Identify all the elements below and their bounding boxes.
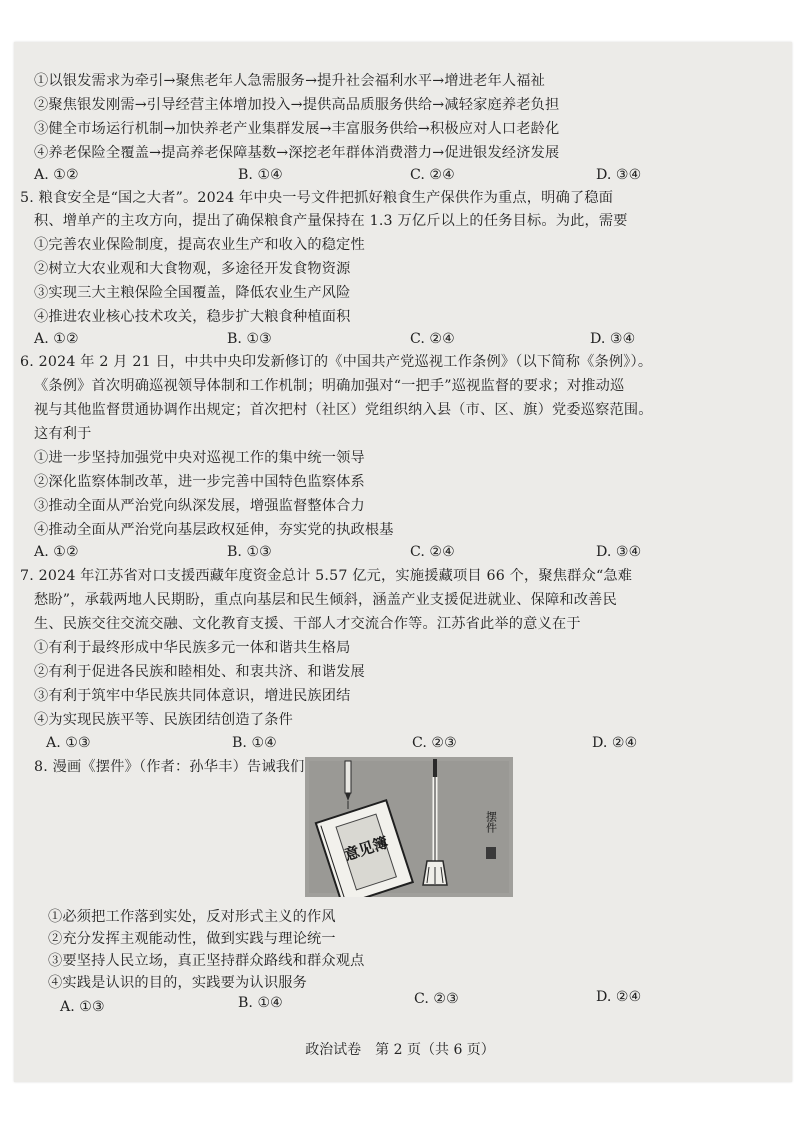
q4-choice-d: D. ③④ bbox=[596, 167, 642, 183]
q4-option-3: ③健全市场运行机制→加快养老产业集群发展→丰富服务供给→积极应对人口老龄化 bbox=[34, 121, 560, 137]
q5-option-3: ③实现三大主粮保险全国覆盖，降低农业生产风险 bbox=[34, 285, 351, 301]
q5-option-4: ④推进农业核心技术攻关，稳步扩大粮食种植面积 bbox=[34, 309, 351, 325]
q7-choice-c: C. ②③ bbox=[412, 735, 457, 751]
q5-stem-line-2: 积、增单产的主攻方向，提出了确保粮食产量保持在 1.3 万亿斤以上的任务目标。为此，需要 bbox=[34, 213, 628, 229]
q8-choice-d: D. ②④ bbox=[596, 989, 642, 1005]
q4-option-1: ①以银发需求为牵引→聚焦老年人急需服务→提升社会福利水平→增进老年人福祉 bbox=[34, 73, 546, 89]
artist-seal-icon bbox=[486, 847, 496, 859]
q5-option-2: ②树立大农业观和大食物观，多途径开发食物资源 bbox=[34, 261, 351, 277]
book-title-text: 意见簿 bbox=[342, 833, 391, 865]
q6-choice-c: C. ②④ bbox=[410, 544, 455, 560]
cartoon-image bbox=[305, 757, 513, 897]
q8-stem: 8. 漫画《摆件》（作者：孙华丰）告诫我们 bbox=[34, 759, 305, 775]
q5-choice-a: A. ①② bbox=[34, 331, 79, 347]
q4-choice-a: A. ①② bbox=[34, 167, 79, 183]
page-footer: 政治试卷 第 2 页（共 6 页） bbox=[305, 1042, 495, 1058]
cartoon-drawing bbox=[305, 757, 513, 897]
q4-option-2: ②聚焦银发刚需→引导经营主体增加投入→提供高品质服务供给→减轻家庭养老负担 bbox=[34, 97, 560, 113]
q5-choice-d: D. ③④ bbox=[590, 331, 636, 347]
q8-choice-b: B. ①④ bbox=[238, 995, 283, 1011]
q6-stem-line-2: 《条例》首次明确巡视领导体制和工作机制；明确加强对“一把手”巡视监督的要求；对推动巡 bbox=[34, 378, 625, 394]
q8-option-4: ④实践是认识的目的，实践要为认识服务 bbox=[48, 975, 307, 991]
q7-stem-line-3: 生、民族交往交流交融、文化教育支援、干部人才交流合作等。江苏省此举的意义在于 bbox=[34, 616, 581, 632]
q7-choice-d: D. ②④ bbox=[592, 735, 638, 751]
q6-stem-line-3: 视与其他监督贯通协调作出规定；首次把村（社区）党组织纳入县（市、区、旗）党委巡察范围。 bbox=[34, 402, 653, 418]
q6-choice-a: A. ①② bbox=[34, 544, 79, 560]
q5-choice-b: B. ①③ bbox=[227, 331, 272, 347]
q6-option-3: ③推动全面从严治党向纵深发展，增强监督整体合力 bbox=[34, 498, 365, 514]
q6-stem-line-4: 这有利于 bbox=[34, 426, 92, 442]
q7-option-2: ②有利于促进各民族和睦相处、和衷共济、和谐发展 bbox=[34, 664, 365, 680]
cartoon-caption: 摆件 bbox=[484, 811, 498, 833]
q7-stem-line-2: 愁盼”，承载两地人民期盼，重点向基层和民生倾斜，涵盖产业支援促进就业、保障和改善民 bbox=[34, 592, 617, 608]
q7-choice-a: A. ①③ bbox=[46, 735, 91, 751]
q6-choice-b: B. ①③ bbox=[227, 544, 272, 560]
q7-option-1: ①有利于最终形成中华民族多元一体和谐共生格局 bbox=[34, 640, 351, 656]
q8-option-1: ①必须把工作落到实处，反对形式主义的作风 bbox=[48, 909, 336, 925]
q6-option-1: ①进一步坚持加强党中央对巡视工作的集中统一领导 bbox=[34, 450, 365, 466]
q6-option-2: ②深化监察体制改革，进一步完善中国特色监察体系 bbox=[34, 474, 365, 490]
q4-choice-b: B. ①④ bbox=[238, 167, 283, 183]
q8-choice-c: C. ②③ bbox=[414, 991, 459, 1007]
q5-option-1: ①完善农业保险制度，提高农业生产和收入的稳定性 bbox=[34, 237, 365, 253]
q8-choice-a: A. ①③ bbox=[60, 999, 105, 1015]
q5-choice-c: C. ②④ bbox=[410, 331, 455, 347]
q8-option-3: ③要坚持人民立场，真正坚持群众路线和群众观点 bbox=[48, 953, 365, 969]
q7-option-3: ③有利于筑牢中华民族共同体意识，增进民族团结 bbox=[34, 688, 351, 704]
q8-option-2: ②充分发挥主观能动性，做到实践与理论统一 bbox=[48, 931, 336, 947]
q6-choice-d: D. ③④ bbox=[596, 544, 642, 560]
q7-option-4: ④为实现民族平等、民族团结创造了条件 bbox=[34, 712, 293, 728]
q7-stem-line-1: 7. 2024 年江苏省对口支援西藏年度资金总计 5.57 亿元，实施援藏项目 66 个，聚焦群众“急难 bbox=[20, 568, 633, 584]
q7-choice-b: B. ①④ bbox=[232, 735, 277, 751]
q5-stem-line-1: 5. 粮食安全是“国之大者”。2024 年中央一号文件把抓好粮食生产保供作为重点，明确了稳面 bbox=[20, 190, 614, 206]
q4-choice-c: C. ②④ bbox=[410, 167, 455, 183]
q6-option-4: ④推动全面从严治党向基层政权延伸，夯实党的执政根基 bbox=[34, 522, 394, 538]
q6-stem-line-1: 6. 2024 年 2 月 21 日，中共中央印发新修订的《中国共产党巡视工作条例》（以下简称《条例》）。 bbox=[20, 354, 653, 370]
q4-option-4: ④养老保险全覆盖→提高养老保障基数→深挖老年群体消费潜力→促进银发经济发展 bbox=[34, 145, 560, 161]
